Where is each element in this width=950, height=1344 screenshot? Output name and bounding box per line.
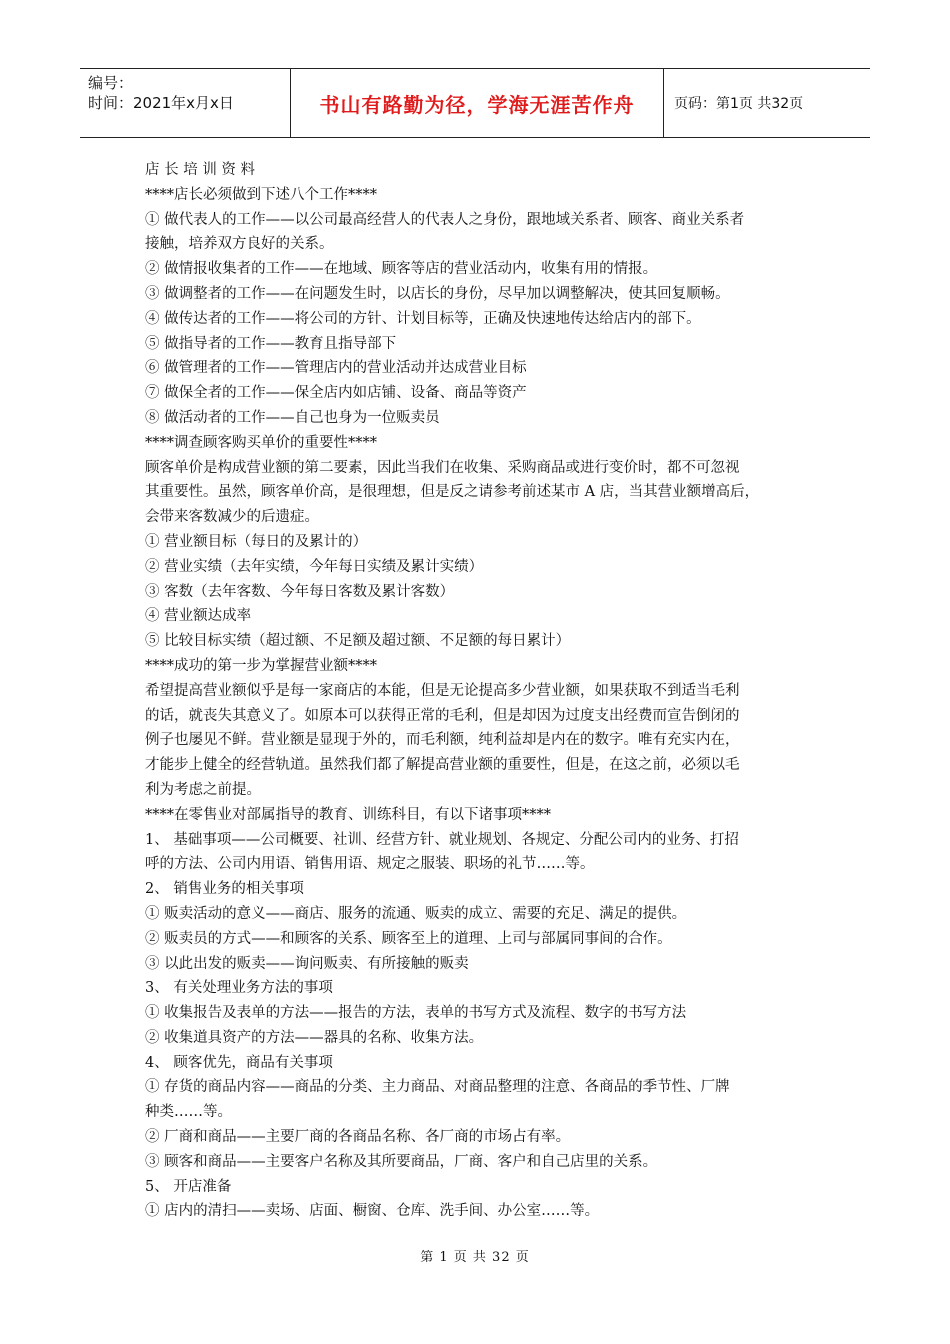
document-number-label: 编号： — [88, 74, 134, 92]
text-line: 2、 销售业务的相关事项 — [145, 881, 304, 898]
text-line: ① 贩卖活动的意义——商店、服务的流通、贩卖的成立、需要的充足、满足的提供。 — [145, 905, 687, 922]
text-line: ④ 做传达者的工作——将公司的方针、计划目标等，正确及快速地传达给店内的部下。 — [145, 310, 701, 327]
text-line: ****成功的第一步为掌握营业额**** — [145, 657, 377, 674]
text-line: 会带来客数减少的后遗症。 — [145, 509, 319, 526]
text-line: 利为考虑之前提。 — [145, 781, 261, 798]
text-line: 例子也屡见不鲜。营业额是显现于外的，而毛利额，纯利益却是内在的数字。唯有充实内在， — [145, 732, 740, 749]
text-line: ⑧ 做活动者的工作——自己也身为一位贩卖员 — [145, 409, 440, 426]
text-line: 3、 有关处理业务方法的事项 — [145, 980, 333, 997]
text-line: ③ 顾客和商品——主要客户名称及其所要商品，厂商、客户和自己店里的关系。 — [145, 1153, 658, 1170]
text-line: ****店长必须做到下述八个工作**** — [145, 186, 377, 203]
text-line: 接触，培养双方良好的关系。 — [145, 236, 334, 253]
text-line: 其重要性。虽然，顾客单价高，是很理想，但是反之请参考前述某市 A 店，当其营业额增高后， — [145, 484, 760, 501]
text-line: ****在零售业对部属指导的教育、训练科目，有以下诸事项**** — [145, 806, 551, 823]
text-line: ⑤ 做指导者的工作——教育且指导部下 — [145, 335, 397, 352]
text-line: ⑦ 做保全者的工作——保全店内如店铺、设备、商品等资产 — [145, 385, 527, 402]
document-date-label: 时间：2021年x月x日 — [88, 94, 234, 112]
text-line: ② 营业实绩（去年实绩，今年每日实绩及累计实绩） — [145, 558, 484, 575]
text-line: 种类……等。 — [145, 1104, 232, 1121]
text-line: ② 收集道具资产的方法——器具的名称、收集方法。 — [145, 1029, 484, 1046]
text-line: 1、 基础事项——公司概要、社训、经营方针、就业规划、各规定、分配公司内的业务、打招 — [145, 831, 739, 848]
text-line: 希望提高营业额似乎是每一家商店的本能，但是无论提高多少营业额，如果获取不到适当毛利 — [145, 682, 740, 699]
text-line: 4、 顾客优先，商品有关事项 — [145, 1054, 333, 1071]
header-page-number: 页码：第1页 共32页 — [674, 96, 804, 112]
text-line: ****调查顾客购买单价的重要性**** — [145, 434, 377, 451]
page-footer: 第 1 页 共 32 页 — [420, 1250, 530, 1265]
text-line: 5、 开店准备 — [145, 1178, 232, 1195]
text-line: ② 做情报收集者的工作——在地域、顾客等店的营业活动内，收集有用的情报。 — [145, 261, 658, 278]
text-line: ① 营业额目标（每日的及累计的） — [145, 533, 368, 550]
text-line: ① 做代表人的工作——以公司最高经营人的代表人之身份，跟地域关系者、顾客、商业关系者 — [145, 211, 745, 228]
text-line: ② 厂商和商品——主要厂商的各商品名称、各厂商的市场占有率。 — [145, 1129, 571, 1146]
text-line: ③ 客数（去年客数、今年每日客数及累计客数） — [145, 583, 455, 600]
text-line: ① 存货的商品内容——商品的分类、主力商品、对商品整理的注意、各商品的季节性、厂牌 — [145, 1079, 730, 1096]
text-line: ④ 营业额达成率 — [145, 608, 252, 625]
text-line: 呼的方法、公司内用语、销售用语、规定之服装、职场的礼节……等。 — [145, 856, 595, 873]
text-line: ③ 以此出发的贩卖——询问贩卖、有所接触的贩卖 — [145, 955, 469, 972]
text-line: ⑤ 比较目标实绩（超过额、不足额及超过额、不足额的每日累计） — [145, 633, 571, 650]
text-line: ① 店内的清扫——卖场、店面、橱窗、仓库、洗手间、办公室……等。 — [145, 1203, 600, 1220]
text-line: 店 长 培 训 资 料 — [145, 162, 256, 178]
text-line: ③ 做调整者的工作——在问题发生时，以店长的身份，尽早加以调整解决，使其回复顺畅。 — [145, 285, 730, 302]
text-line: ② 贩卖员的方式——和顾客的关系、顾客至上的道理、上司与部属同事间的合作。 — [145, 930, 672, 947]
document-body — [145, 158, 815, 1224]
header-meta — [80, 69, 291, 137]
text-line: ① 收集报告及表单的方法——报告的方法，表单的书写方式及流程、数字的书写方法 — [145, 1005, 687, 1022]
text-line: 才能步上健全的经营轨道。虽然我们都了解提高营业额的重要性，但是，在这之前，必须以毛 — [145, 757, 740, 774]
text-line: ⑥ 做管理者的工作——管理店内的营业活动并达成营业目标 — [145, 360, 527, 377]
page-header — [80, 68, 870, 138]
text-line: 的话，就丧失其意义了。如原本可以获得正常的毛利，但是却因为过度支出经费而宣告倒闭的 — [145, 707, 740, 724]
text-line: 顾客单价是构成营业额的第二要素，因此当我们在收集、采购商品或进行变价时，都不可忽视 — [145, 459, 740, 476]
header-motto: 书山有路勤为径，学海无涯苦作舟 — [291, 69, 664, 137]
